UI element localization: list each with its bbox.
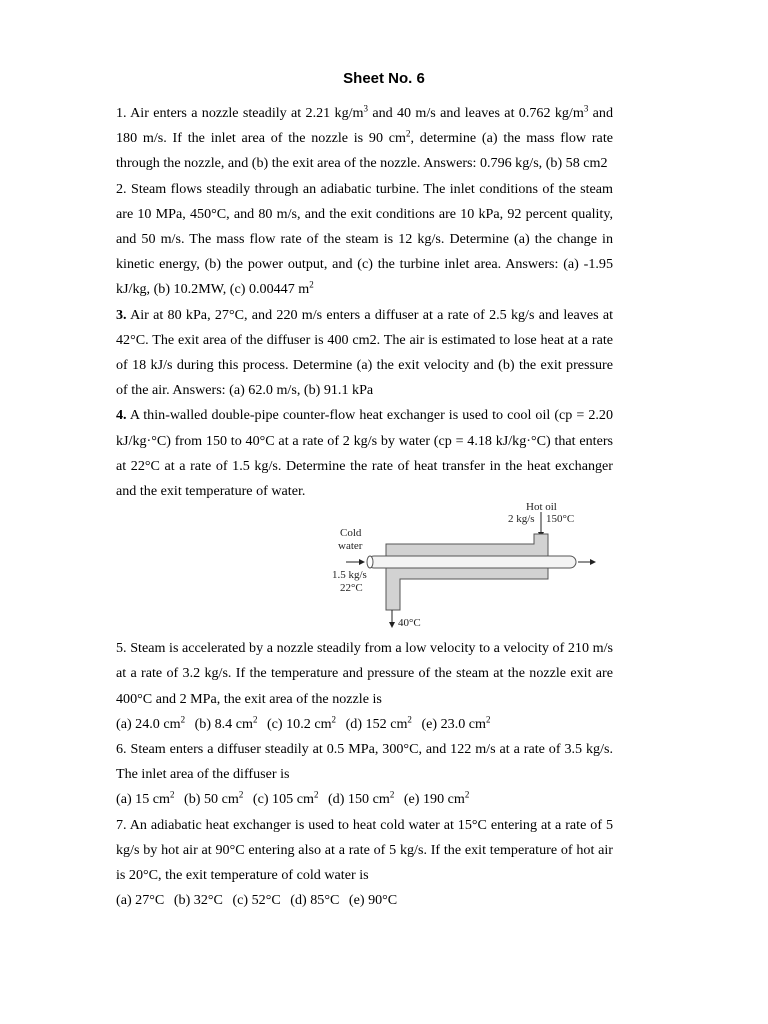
problem-2: 2. Steam flows steadily through an adiabatic turbine. The inlet conditions of the steam are 10 MPa, 450°C, and 80 m/s, and the exit conditions are 10 kPa, 92 percent quality, and 50 m/s. The mass flow rate of the steam is 12 kg/s. Determine (a) the change in kinetic energy, (b) the power output, and (c) the turbine inlet area. Answers: (a) -1.95 kJ/kg, (b) 10.2MW, (c) 0.00447 $m^2$ — [116, 180, 613, 298]
problem-number: 3. — [116, 306, 127, 323]
tube-inlet — [367, 556, 373, 568]
problem-7: 7. An adiabatic heat exchanger is used to heat cold water at 15°C entering at a rate of 5 kg/s by hot air at 90°C entering also at a rate of 5 kg/s. If the exit temperature of hot air is 20°C, the exit temperature of cold water is — [116, 816, 613, 884]
oil-exit-temp: 40°C — [398, 617, 421, 630]
hot-oil-label: Hot oil — [526, 502, 557, 514]
heat-exchanger-figure — [116, 502, 613, 636]
option-d: (d) 150 $cm^2$ — [327, 789, 395, 808]
cold-water-flow: 1.5 kg/s — [332, 569, 367, 582]
problem-6: 6. Steam enters a diffuser steadily at 0.5 MPa, 300°C, and 122 m/s at a rate of 3.5 kg/s. The inlet area of the diffuser is — [116, 741, 613, 783]
oil-exit-arrowhead — [389, 622, 395, 628]
problem-5-options — [116, 712, 613, 737]
problem-number: 1. — [116, 105, 127, 121]
water-exit-arrowhead — [590, 559, 596, 565]
problem-6-options — [116, 787, 613, 812]
option-b: (b) 32°C — [173, 892, 223, 909]
option-a: (a) 24.0 $cm^2$ — [116, 714, 186, 732]
cold-water-label: Cold — [340, 527, 362, 540]
problem-3: 3. Air at 80 kPa, 27°C, and 220 m/s enters a diffuser at a rate of 2.5 kg/s and leaves at 42°C. The exit area of the diffuser is 400 cm2. The air is estimated to lose heat at a rate of 18 kJ/s during this process. Determine (a) the exit velocity and (b) the exit pressure of the air. Answers: (a) 62.0 m/s, (b) 91.1 kPa — [116, 306, 613, 399]
problem-1: 1. Air enters a nozzle steadily at 2.21 $kg/m^3$ and 40 m/s and leaves at 0.762 $kg/m^3$ and 180 m/s. If the inlet area of the nozzle is 90 $cm^2$, determine (a) the mass flow rate through the nozzle, and (b) the exit area of the nozzle. Answers: 0.796 kg/s, (b) 58 cm2 — [116, 103, 613, 172]
problem-7-options — [116, 888, 613, 913]
problem-4: 4. A thin-walled double-pipe counter-flow heat exchanger is used to cool oil (cp = 2.20 kJ/kg·°C) from 150 to 40°C at a rate of 2 kg/s by water (cp = 4.18 kJ/kg·°C) that enters at 22°C at a rate of 1.5 kg/s. Determine the rate of heat transfer in the heat exchanger and the exit temperature of water. — [116, 407, 613, 500]
sheet-title: Sheet No. 6 — [343, 70, 425, 87]
cold-water-arrowhead — [359, 559, 365, 565]
problem-list — [116, 101, 613, 913]
option-a: (a) 27°C — [116, 892, 165, 909]
option-d: (d) 85°C — [290, 892, 340, 909]
outer-pipe — [386, 534, 548, 610]
option-c: (c) 105 $cm^2$ — [252, 789, 319, 808]
option-e: (e) 90°C — [348, 892, 398, 909]
option-c: (c) 10.2 $cm^2$ — [266, 714, 337, 732]
problem-number: 2. — [116, 180, 127, 197]
option-b: (b) 8.4 $cm^2$ — [194, 714, 258, 732]
option-c: (c) 52°C — [232, 892, 281, 909]
hot-oil-temp: 150°C — [546, 513, 575, 526]
problem-number: 4. — [116, 407, 127, 424]
inner-tube — [368, 556, 576, 568]
problem-5: 5. Steam is accelerated by a nozzle steadily from a low velocity to a velocity of 210 m/s at a rate of 3.2 kg/s. If the temperature and pressure of the steam at the nozzle exit are 400°C and 2 MPa, the exit area of the nozzle is — [116, 640, 613, 707]
option-b: (b) 50 $cm^2$ — [184, 789, 244, 808]
problem-number: 6. — [116, 741, 127, 758]
option-a: (a) 15 $cm^2$ — [116, 789, 175, 808]
cold-water-label-2: water — [338, 540, 363, 553]
hot-oil-flow: 2 kg/s — [508, 513, 535, 526]
heat-exchanger-diagram — [326, 502, 596, 632]
problem-number: 5. — [116, 640, 127, 657]
problem-number: 7. — [116, 816, 127, 833]
option-d: (d) 152 $cm^2$ — [345, 714, 412, 732]
cold-water-temp: 22°C — [340, 582, 363, 595]
option-e: (e) 190 $cm^2$ — [403, 789, 470, 808]
option-e: (e) 23.0 $cm^2$ — [421, 714, 491, 732]
